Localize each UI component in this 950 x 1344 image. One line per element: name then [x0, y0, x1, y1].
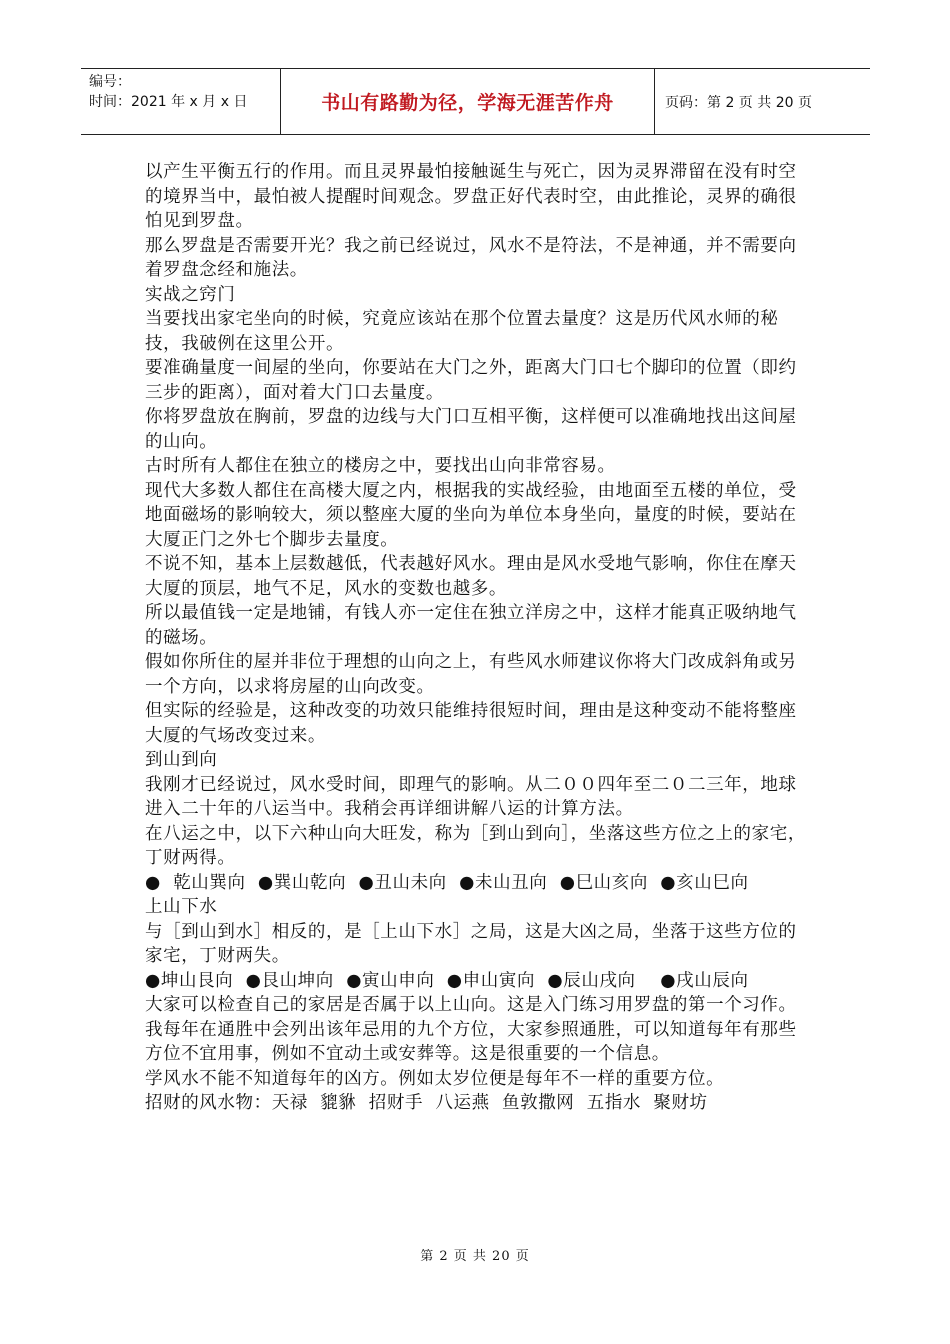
paragraph: 以产生平衡五行的作用。而且灵界最怕接触诞生与死亡，因为灵界滞留在没有时空的境界当中，最怕被人提醒时间观念。罗盘正好代表时空，由此推论，灵界的确很怕见到罗盘。: [145, 162, 797, 231]
paragraph: 我每年在通胜中会列出该年忌用的九个方位，大家参照通胜，可以知道每年有那些方位不宜用事，例如不宜动土或安葬等。这是很重要的一个信息。: [145, 1019, 797, 1064]
bullet-list-directions: ●坤山艮向 ●艮山坤向 ●寅山申向 ●申山寅向 ●辰山戌向 ●戌山辰向: [145, 970, 749, 991]
header-motto: 书山有路勤为径，学海无涯苦作舟: [281, 69, 655, 134]
section-heading: 实战之窍门: [145, 284, 236, 305]
paragraph: 但实际的经验是，这种改变的功效只能维持很短时间，理由是这种变动不能将整座大厦的气场改变过来。: [145, 701, 797, 746]
paragraph: 假如你所住的屋并非位于理想的山向之上，有些风水师建议你将大门改成斜角或另一个方向，以求将房屋的山向改变。: [145, 652, 797, 697]
paragraph: 古时所有人都住在独立的楼房之中，要找出山向非常容易。: [145, 456, 616, 476]
paragraph: 招财的风水物：天禄 貔貅 招财手 八运燕 鱼敦撒网 五指水 聚财坊: [145, 1093, 708, 1113]
paragraph: 那么罗盘是否需要开光？我之前已经说过，风水不是符法，不是神通，并不需要向着罗盘念经和施法。: [145, 235, 797, 280]
section-heading: 上山下水: [145, 897, 218, 917]
document-number-label: 编号：: [89, 74, 131, 90]
header-page-info: 页码：第 2 页 共 20 页: [665, 94, 812, 111]
document-date: 时间：2021 年 x 月 x 日: [89, 94, 248, 110]
bullet-list-directions: ● 乾山巽向 ●巽山乾向 ●丑山未向 ●未山丑向 ●巳山亥向 ●亥山巳向: [145, 872, 749, 893]
page-header: [81, 68, 870, 135]
paragraph: 当要找出家宅坐向的时候，究竟应该站在那个位置去量度？这是历代风水师的秘技，我破例在这里公开。: [145, 309, 779, 354]
paragraph: 所以最值钱一定是地铺，有钱人亦一定住在独立洋房之中，这样才能真正吸纳地气的磁场。: [145, 603, 797, 648]
paragraph: 我刚才已经说过，风水受时间，即理气的影响。从二００四年至二０二三年，地球进入二十年的八运当中。我稍会再详细讲解八运的计算方法。: [145, 774, 797, 819]
paragraph: 要准确量度一间屋的坐向，你要站在大门之外，距离大门口七个脚印的位置（即约三步的距离），面对着大门口去量度。: [145, 358, 797, 403]
paragraph: 现代大多数人都住在高楼大厦之内，根据我的实战经验，由地面至五楼的单位，受地面磁场的影响较大，须以整座大厦的坐向为单位本身坐向，量度的时候，要站在大厦正门之外七个脚步去量度。: [145, 480, 797, 550]
section-heading: 到山到向: [145, 750, 218, 770]
paragraph: 与［到山到水］相反的，是［上山下水］之局，这是大凶之局，坐落于这些方位的家宅，丁财两失。: [145, 921, 797, 966]
header-meta: [81, 69, 281, 134]
paragraph: 学风水不能不知道每年的凶方。例如太岁位便是每年不一样的重要方位。: [145, 1068, 725, 1089]
paragraph: 大家可以检查自己的家居是否属于以上山向。这是入门练习用罗盘的第一个习作。: [145, 995, 797, 1015]
page-footer: 第 2 页 共 20 页: [420, 1249, 530, 1264]
paragraph: 你将罗盘放在胸前，罗盘的边线与大门口互相平衡，这样便可以准确地找出这间屋的山向。: [145, 407, 797, 452]
document-body: [145, 160, 810, 1116]
paragraph: 不说不知，基本上层数越低，代表越好风水。理由是风水受地气影响，你住在摩天大厦的顶层，地气不足，风水的变数也越多。: [145, 554, 797, 599]
paragraph: 在八运之中，以下六种山向大旺发，称为［到山到向］，坐落这些方位之上的家宅，丁财两得。: [145, 823, 806, 868]
